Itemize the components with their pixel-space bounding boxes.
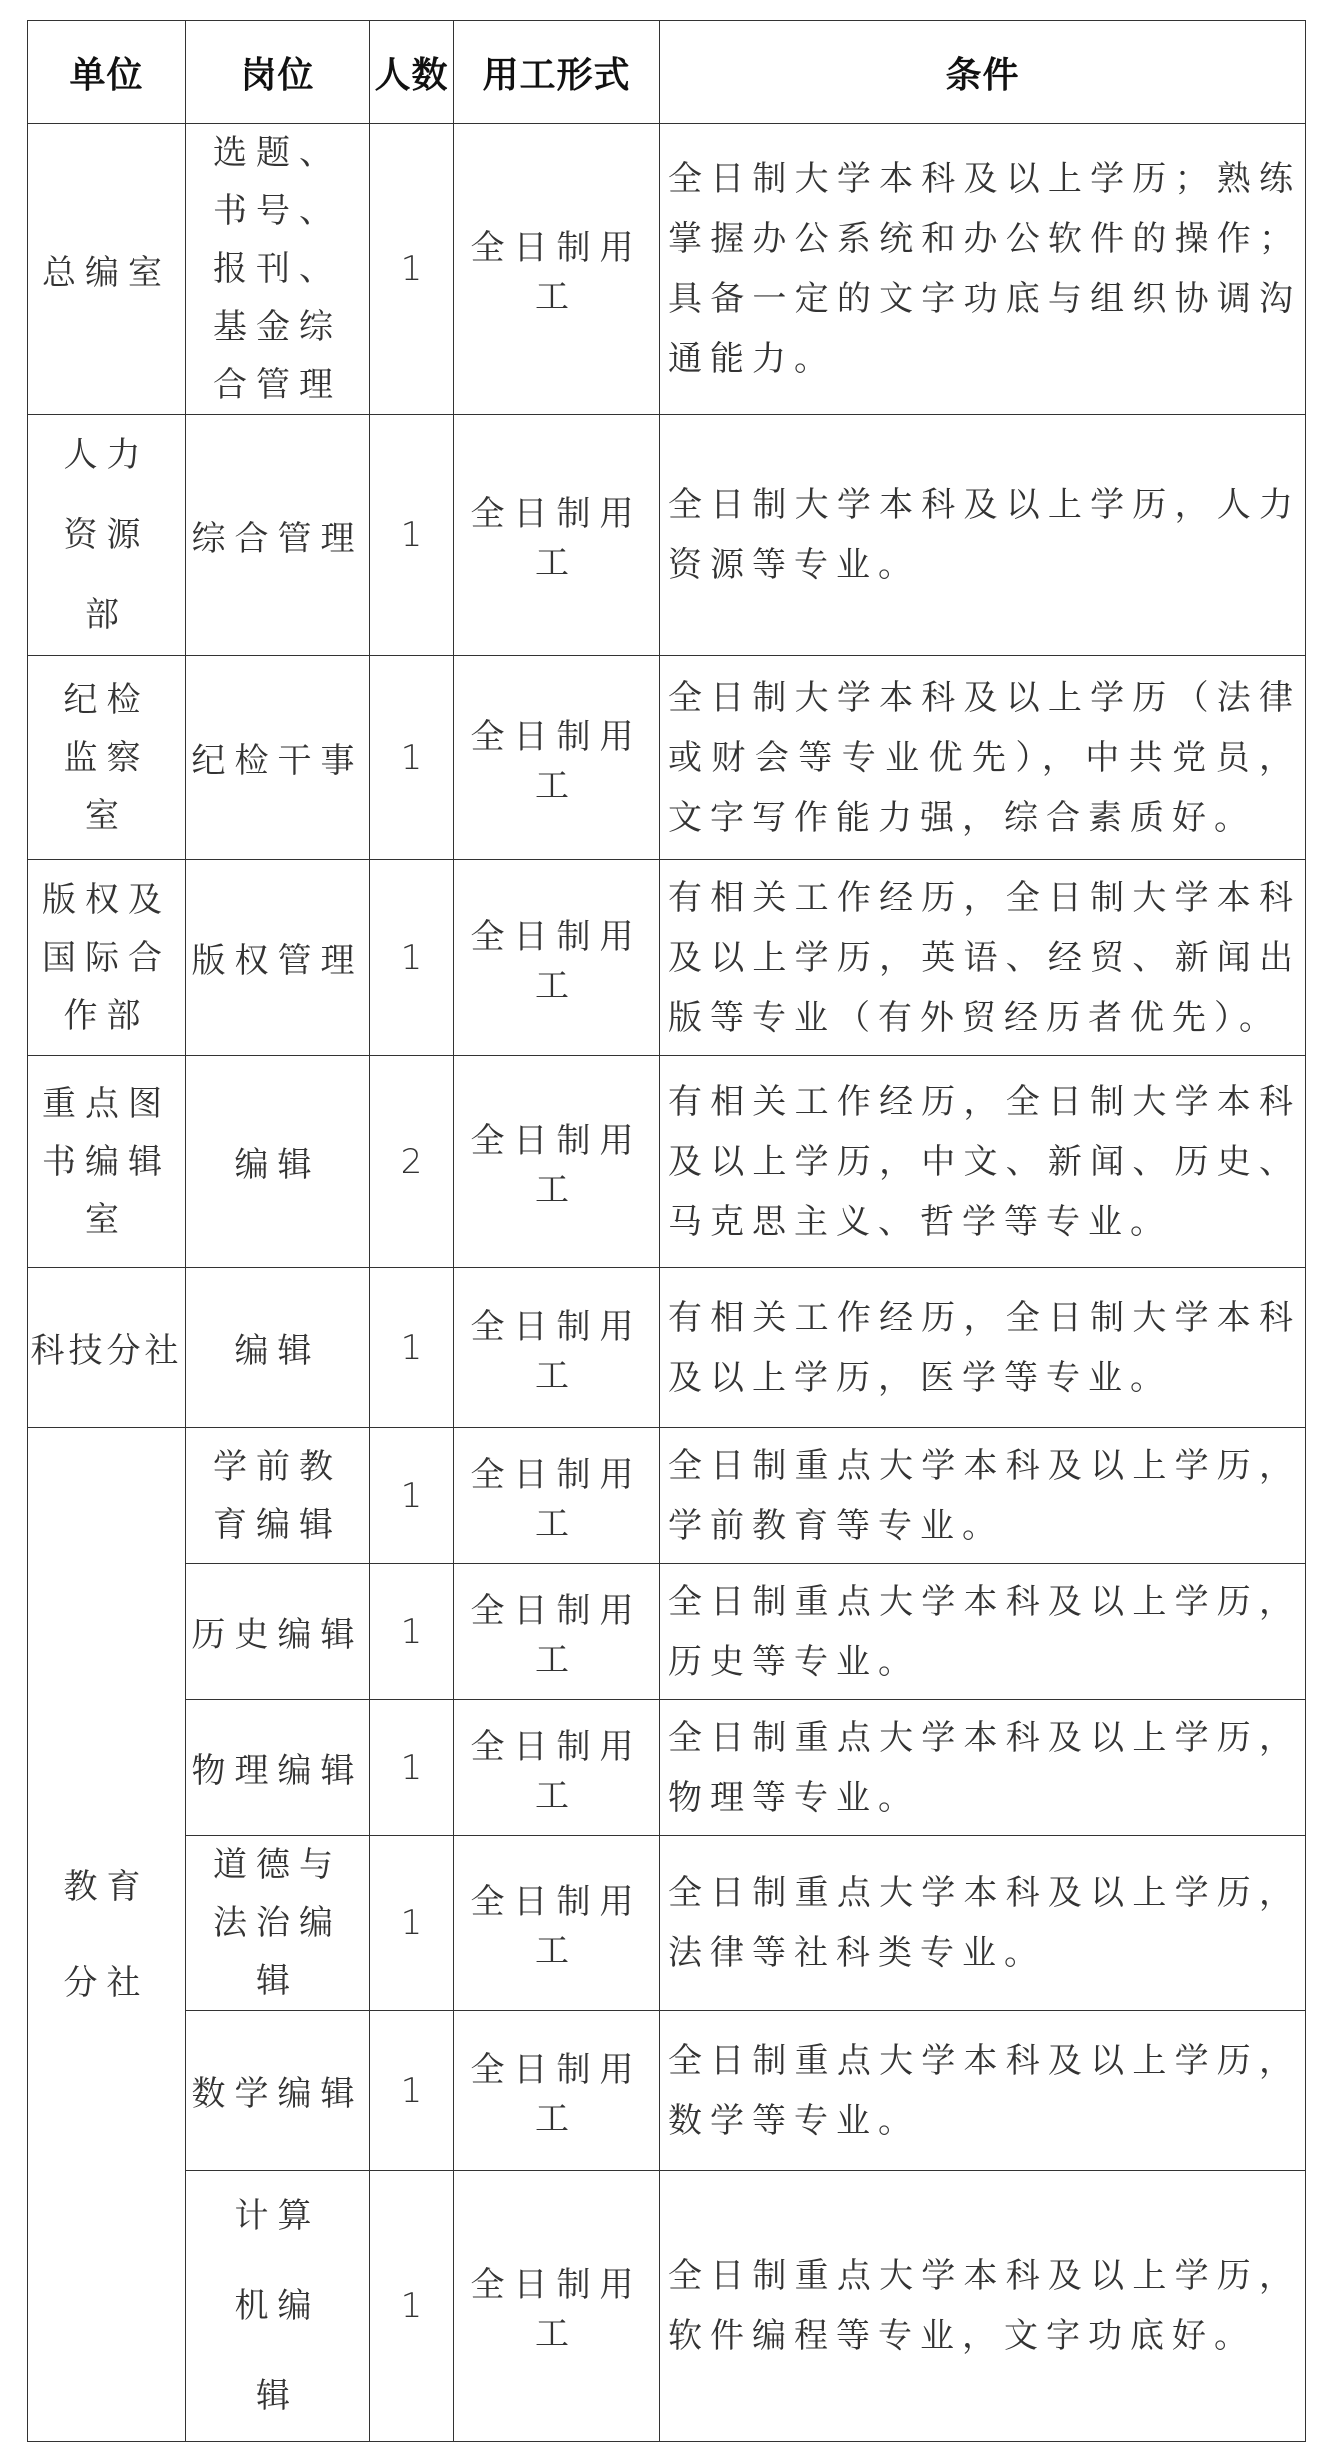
position-cell: 编辑 <box>186 1268 370 1428</box>
position-cell: 编辑 <box>186 1056 370 1268</box>
count-cell: 1 <box>370 124 454 415</box>
table-row <box>28 1056 1306 1268</box>
conditions-cell: 全日制重点大学本科及以上学历，法律等社科类专业。 <box>660 1836 1306 2011</box>
position-cell: 版权管理 <box>186 860 370 1056</box>
unit-cell: 重点图书编辑室 <box>28 1056 186 1268</box>
table-row <box>28 860 1306 1056</box>
position-cell: 计算机编辑 <box>186 2171 370 2442</box>
table-row <box>28 2011 1306 2171</box>
conditions-cell: 全日制重点大学本科及以上学历，数学等专业。 <box>660 2011 1306 2171</box>
employment-type-cell: 全日制用工 <box>454 124 660 415</box>
position-cell: 纪检干事 <box>186 656 370 860</box>
position-cell: 道德与法治编辑 <box>186 1836 370 2011</box>
header-unit: 单位 <box>28 21 186 124</box>
table-row <box>28 656 1306 860</box>
employment-type-cell: 全日制用工 <box>454 656 660 860</box>
table-row <box>28 1836 1306 2011</box>
position-cell: 学前教育编辑 <box>186 1428 370 1564</box>
header-row <box>28 21 1306 124</box>
header-conditions: 条件 <box>660 21 1306 124</box>
position-cell: 选题、书号、报刊、基金综合管理 <box>186 124 370 415</box>
conditions-cell: 全日制重点大学本科及以上学历，物理等专业。 <box>660 1700 1306 1836</box>
unit-cell: 版权及国际合作部 <box>28 860 186 1056</box>
unit-cell: 总编室 <box>28 124 186 415</box>
table-row <box>28 1268 1306 1428</box>
employment-type-cell: 全日制用工 <box>454 1428 660 1564</box>
count-cell: 1 <box>370 415 454 656</box>
conditions-cell: 有相关工作经历，全日制大学本科及以上学历，中文、新闻、历史、马克思主义、哲学等专业。 <box>660 1056 1306 1268</box>
table-row <box>28 1428 1306 1564</box>
table-row <box>28 415 1306 656</box>
conditions-cell: 全日制重点大学本科及以上学历，学前教育等专业。 <box>660 1428 1306 1564</box>
position-cell: 历史编辑 <box>186 1564 370 1700</box>
count-cell: 1 <box>370 860 454 1056</box>
employment-type-cell: 全日制用工 <box>454 2011 660 2171</box>
conditions-cell: 全日制重点大学本科及以上学历，软件编程等专业，文字功底好。 <box>660 2171 1306 2442</box>
position-cell: 物理编辑 <box>186 1700 370 1836</box>
employment-type-cell: 全日制用工 <box>454 1056 660 1268</box>
count-cell: 1 <box>370 1700 454 1836</box>
employment-type-cell: 全日制用工 <box>454 2171 660 2442</box>
conditions-cell: 全日制大学本科及以上学历；熟练掌握办公系统和办公软件的操作；具备一定的文字功底与组织协调沟通能力。 <box>660 124 1306 415</box>
count-cell: 1 <box>370 1268 454 1428</box>
unit-cell: 纪检监察室 <box>28 656 186 860</box>
conditions-cell: 全日制大学本科及以上学历（法律或财会等专业优先），中共党员，文字写作能力强，综合素质好。 <box>660 656 1306 860</box>
position-cell: 数学编辑 <box>186 2011 370 2171</box>
conditions-cell: 全日制重点大学本科及以上学历，历史等专业。 <box>660 1564 1306 1700</box>
unit-cell: 科技分社 <box>28 1268 186 1428</box>
count-cell: 2 <box>370 1056 454 1268</box>
count-cell: 1 <box>370 1428 454 1564</box>
count-cell: 1 <box>370 2011 454 2171</box>
employment-type-cell: 全日制用工 <box>454 1268 660 1428</box>
table-row <box>28 2171 1306 2442</box>
count-cell: 1 <box>370 1564 454 1700</box>
count-cell: 1 <box>370 1836 454 2011</box>
employment-type-cell: 全日制用工 <box>454 860 660 1056</box>
employment-type-cell: 全日制用工 <box>454 415 660 656</box>
unit-cell: 人力资源部 <box>28 415 186 656</box>
unit-cell-merged: 教育分社 <box>28 1428 186 2442</box>
conditions-cell: 有相关工作经历，全日制大学本科及以上学历，医学等专业。 <box>660 1268 1306 1428</box>
count-cell: 1 <box>370 656 454 860</box>
table-row <box>28 1564 1306 1700</box>
conditions-cell: 全日制大学本科及以上学历，人力资源等专业。 <box>660 415 1306 656</box>
header-count: 人数 <box>370 21 454 124</box>
header-position: 岗位 <box>186 21 370 124</box>
conditions-cell: 有相关工作经历，全日制大学本科及以上学历，英语、经贸、新闻出版等专业（有外贸经历者优先）。 <box>660 860 1306 1056</box>
table-row <box>28 1700 1306 1836</box>
table-row <box>28 124 1306 415</box>
employment-type-cell: 全日制用工 <box>454 1564 660 1700</box>
header-employment-type: 用工形式 <box>454 21 660 124</box>
recruitment-table-part-2 <box>27 414 1306 2442</box>
count-cell: 1 <box>370 2171 454 2442</box>
employment-type-cell: 全日制用工 <box>454 1836 660 2011</box>
position-cell: 综合管理 <box>186 415 370 656</box>
recruitment-table-part-1 <box>27 20 1306 415</box>
employment-type-cell: 全日制用工 <box>454 1700 660 1836</box>
